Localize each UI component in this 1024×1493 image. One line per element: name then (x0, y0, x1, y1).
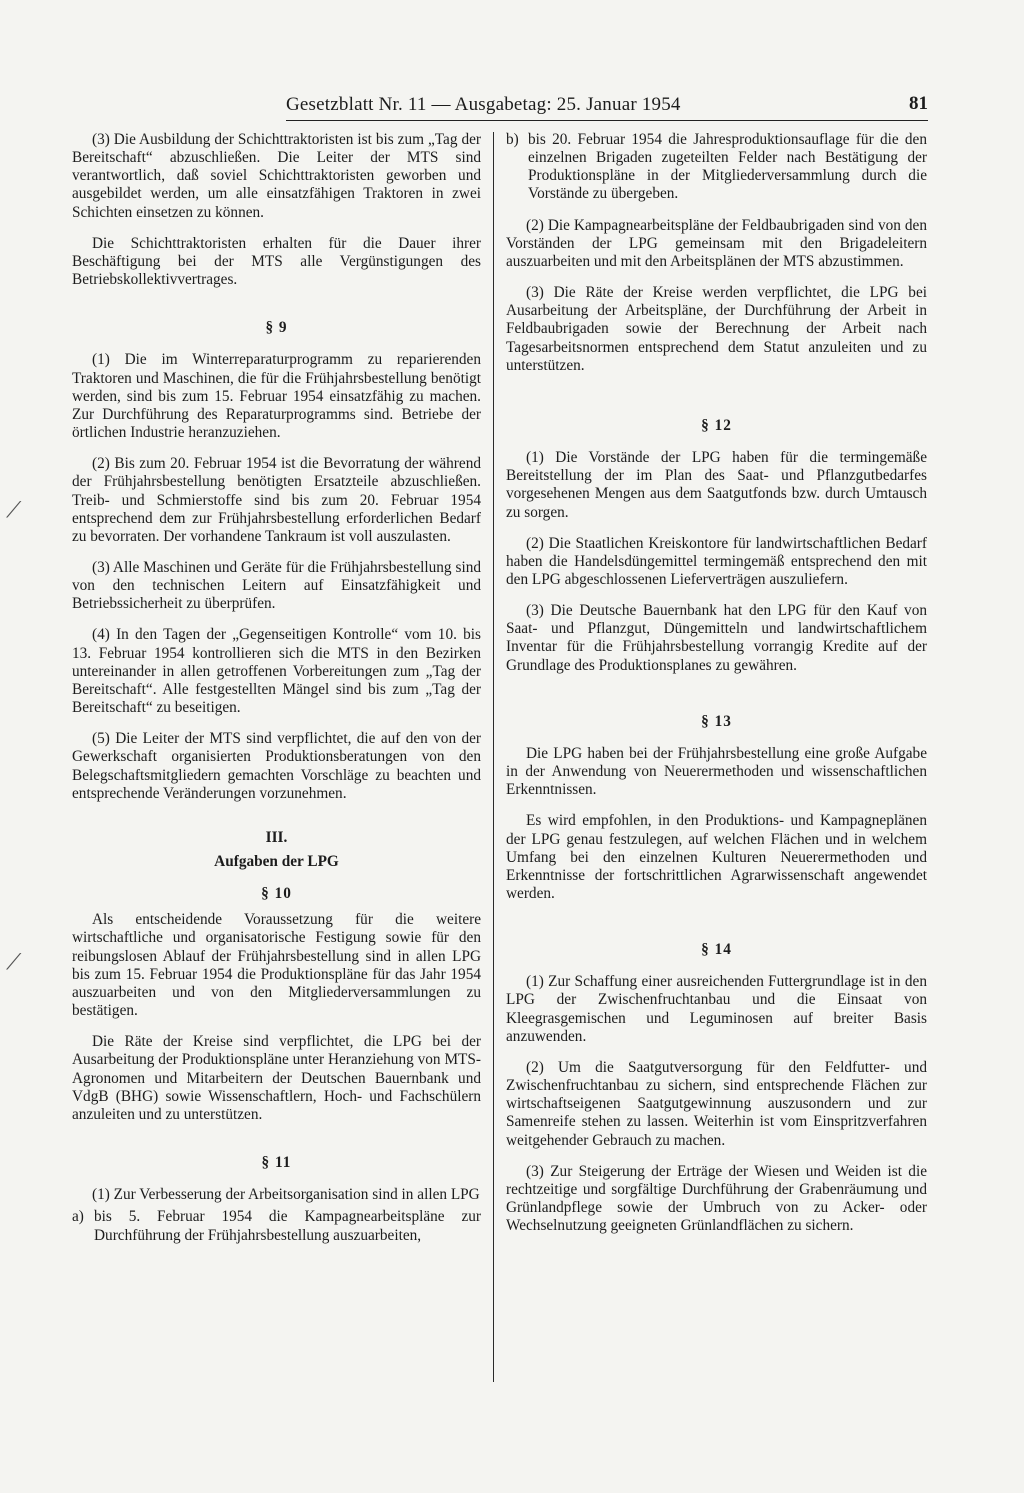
margin-pencil-mark: ⟋ (6, 950, 22, 975)
paragraph: (2) Um die Saatgutversorgung für den Feldfutter- und Zwischenfruchtanbau zu sichern, sind entsprechende Flächen zur wirtschaftseigenen Saatgutgewinnung auszusondern und zur Samenreife stehen zu lassen. Weiterhin ist vom Einspritzverfahren weitgehender Gebrauch zu machen. (506, 1058, 927, 1149)
paragraph: (2) Bis zum 20. Februar 1954 ist die Bevorratung der während der Frühjahrsbestellung benötigten Ersatzteile abzuschließen. Treib- und Schmierstoffe sind bis zum 20. Februar 1954 entsprechend dem zur Frühjahrsbestellung erforderlichen Bedarf zu bevorraten. Der vorhandene Tankraum ist voll auszulasten. (72, 455, 481, 545)
paragraph: (5) Die Leiter der MTS sind verpflichtet, die auf den von der Gewerkschaft organisierten Produktionsberatungen von den Belegschaftsmitgliedern gemachten Vorschläge zu beachten und entsprechende Veränderungen vorzunehmen. (72, 730, 481, 802)
paragraph: (3) Die Räte der Kreise werden verpflichtet, die LPG bei Ausarbeitung der Arbeitspläne, der Durchführung der Arbeit in Feldbaubrigaden sowie der Berechnung der Arbeit nach Tagesarbeitsnormen entsprechend dem Statut anzuleiten und zu unterstützen. (506, 284, 927, 374)
left-column (72, 131, 481, 1258)
paragraph: (1) Die im Winterreparaturprogramm zu reparierenden Traktoren und Maschinen, die für die Frühjahrsbestellung benötigt werden, sind bis zum 15. Februar 1954 einsatzfähig zu machen. Zur Durchführung des Reparaturprogramms sind. Betriebe der örtlichen Industrie heranzuziehen. (72, 351, 481, 442)
paragraph: (2) Die Staatlichen Kreiskontore für landwirtschaftlichen Bedarf haben die Handelsdüngemittel termingemäß entsprechend den mit den LPG abgeschlossenen Lieferverträgen auszuliefern. (506, 534, 927, 588)
right-column (506, 131, 927, 1248)
paragraph: Es wird empfohlen, in den Produktions- und Kampagneplänen der LPG genau festzulegen, auf welchen Flächen und in welchem Umfang bei den einzelnen Kulturen Neuerermethoden und Erkenntnisse der fortschrittlichen Agrarwissenschaft angewendet werden. (506, 812, 927, 902)
running-header (286, 92, 928, 121)
section-heading: § 14 (701, 941, 732, 959)
page-number: 81 (909, 93, 928, 114)
section-heading: § 13 (701, 712, 732, 730)
column-divider (493, 132, 494, 1382)
section-heading: § 12 (701, 416, 732, 434)
paragraph: Die Räte der Kreise sind verpflichtet, die LPG bei der Ausarbeitung der Produktionspläne unter Heranziehung von MTS-Agronomen und Mitarbeitern der Deutschen Bauernbank und VdgB (BHG) sowie Wissenschaftlern, Hoch- und Fachschülern anzuleiten und zu unterstützen. (72, 1033, 481, 1123)
paragraph: (1) Zur Verbesserung der Arbeitsorganisation sind in allen LPG (92, 1186, 480, 1204)
list-label: a) (72, 1208, 84, 1226)
section-heading: § 9 (265, 319, 288, 337)
paragraph: Die Schichttraktoristen erhalten für die Dauer ihrer Beschäftigung bei der MTS alle Vergünstigungen des Betriebskollektivvertrages. (72, 234, 481, 289)
paragraph: (4) In den Tagen der „Gegenseitigen Kontrolle“ vom 10. bis 13. Februar 1954 kontrollieren sich die MTS in den Bezirken untereinander in allen getroffenen Vorbereitungen zum „Tag der Bereitschaft“. Alle festgestellten Mängel sind bis zum „Tag der Bereitschaft“ zu beseitigen. (72, 626, 481, 717)
paragraph: Die LPG haben bei der Frühjahrsbestellung eine große Aufgabe in der Anwendung von Neuerermethoden und wissenschaftlichen Erkenntnissen. (506, 744, 927, 799)
header-title: Gesetzblatt Nr. 11 — Ausgabetag: 25. Januar 1954 (286, 94, 681, 115)
section-heading: § 11 (261, 1154, 292, 1172)
paragraph: (3) Alle Maschinen und Geräte für die Frühjahrsbestellung sind von den technischen Leitern auf Einsatzfähigkeit und Betriebssicherheit zu überprüfen. (72, 558, 481, 613)
list-item (506, 131, 927, 204)
list-item (72, 1208, 481, 1244)
paragraph: (3) Die Deutsche Bauernbank hat den LPG für den Kauf von Saat- und Pflanzgut, Düngemitteln und landwirtschaftlichem Inventar für die Frühjahrsbestellung vorrangig Kredite auf der Grundlage des Produktionsplanes zu gewähren. (506, 602, 927, 674)
margin-pencil-mark: ⟋ (6, 498, 22, 523)
paragraph: (3) Die Ausbildung der Schichttraktoristen ist bis zum „Tag der Bereitschaft“ abzuschließen. Die Leiter der MTS sind verantwortlich, daß soviel Schichttraktoristen geworben und ausgebildet werden, um alle einsatzfähigen Traktoren in zwei Schichten einsetzen zu können. (72, 131, 481, 221)
paragraph: (1) Die Vorstände der LPG haben für die termingemäße Bereitstellung der im Plan des Saat- und Pflanzgutbedarfes vorgesehenen Mengen aus dem Saatgutfonds bzw. durch Umtausch zu sorgen. (506, 449, 927, 521)
part-title: Aufgaben der LPG (214, 853, 339, 870)
paragraph: Als entscheidende Voraussetzung für die weitere wirtschaftliche und organisatorische Festigung sowie für den reibungslosen Ablauf der Frühjahrsbestellung sind in allen LPG bis zum 15. Februar 1954 die Produktionspläne für das Jahr 1954 auszuarbeiten und von den Mitgliederversammlungen zu bestätigen. (72, 911, 481, 1020)
section-heading: § 10 (261, 885, 292, 903)
paragraph: (1) Zur Schaffung einer ausreichenden Futtergrundlage ist in den LPG der Zwischenfruchtanbau und die Einsaat von Kleegrasgemischen und Leguminosen auf breiter Basis anzuwenden. (506, 973, 927, 1045)
list-label: b) (506, 131, 519, 148)
part-number: III. (265, 828, 288, 846)
paragraph: (3) Zur Steigerung der Erträge der Wiesen und Weiden ist die rechtzeitige und sorgfältige Durchführung der Grabenräumung und Grünlandpflege sowie der Umbruch von zu Acker- oder Wechselnutzung geeigneten Grünlandflächen zu sichern. (506, 1162, 927, 1235)
paragraph: (2) Die Kampagnearbeitspläne der Feldbaubrigaden sind von den Vorständen der LPG gemeinsam mit den Brigadeleitern auszuarbeiten und mit den Arbeitsplänen der MTS abzustimmen. (506, 216, 927, 270)
list-text: bis 5. Februar 1954 die Kampagnearbeitspläne zur Durchführung der Frühjahrsbestellung auszuarbeiten, (94, 1208, 481, 1244)
list-text: bis 20. Februar 1954 die Jahresproduktionsauflage für die den einzelnen Brigaden zugeteilten Felder nach Bestätigung der Produktionspläne in der Mitgliederversammlung durch die Vorstände zu übergeben. (528, 131, 927, 203)
